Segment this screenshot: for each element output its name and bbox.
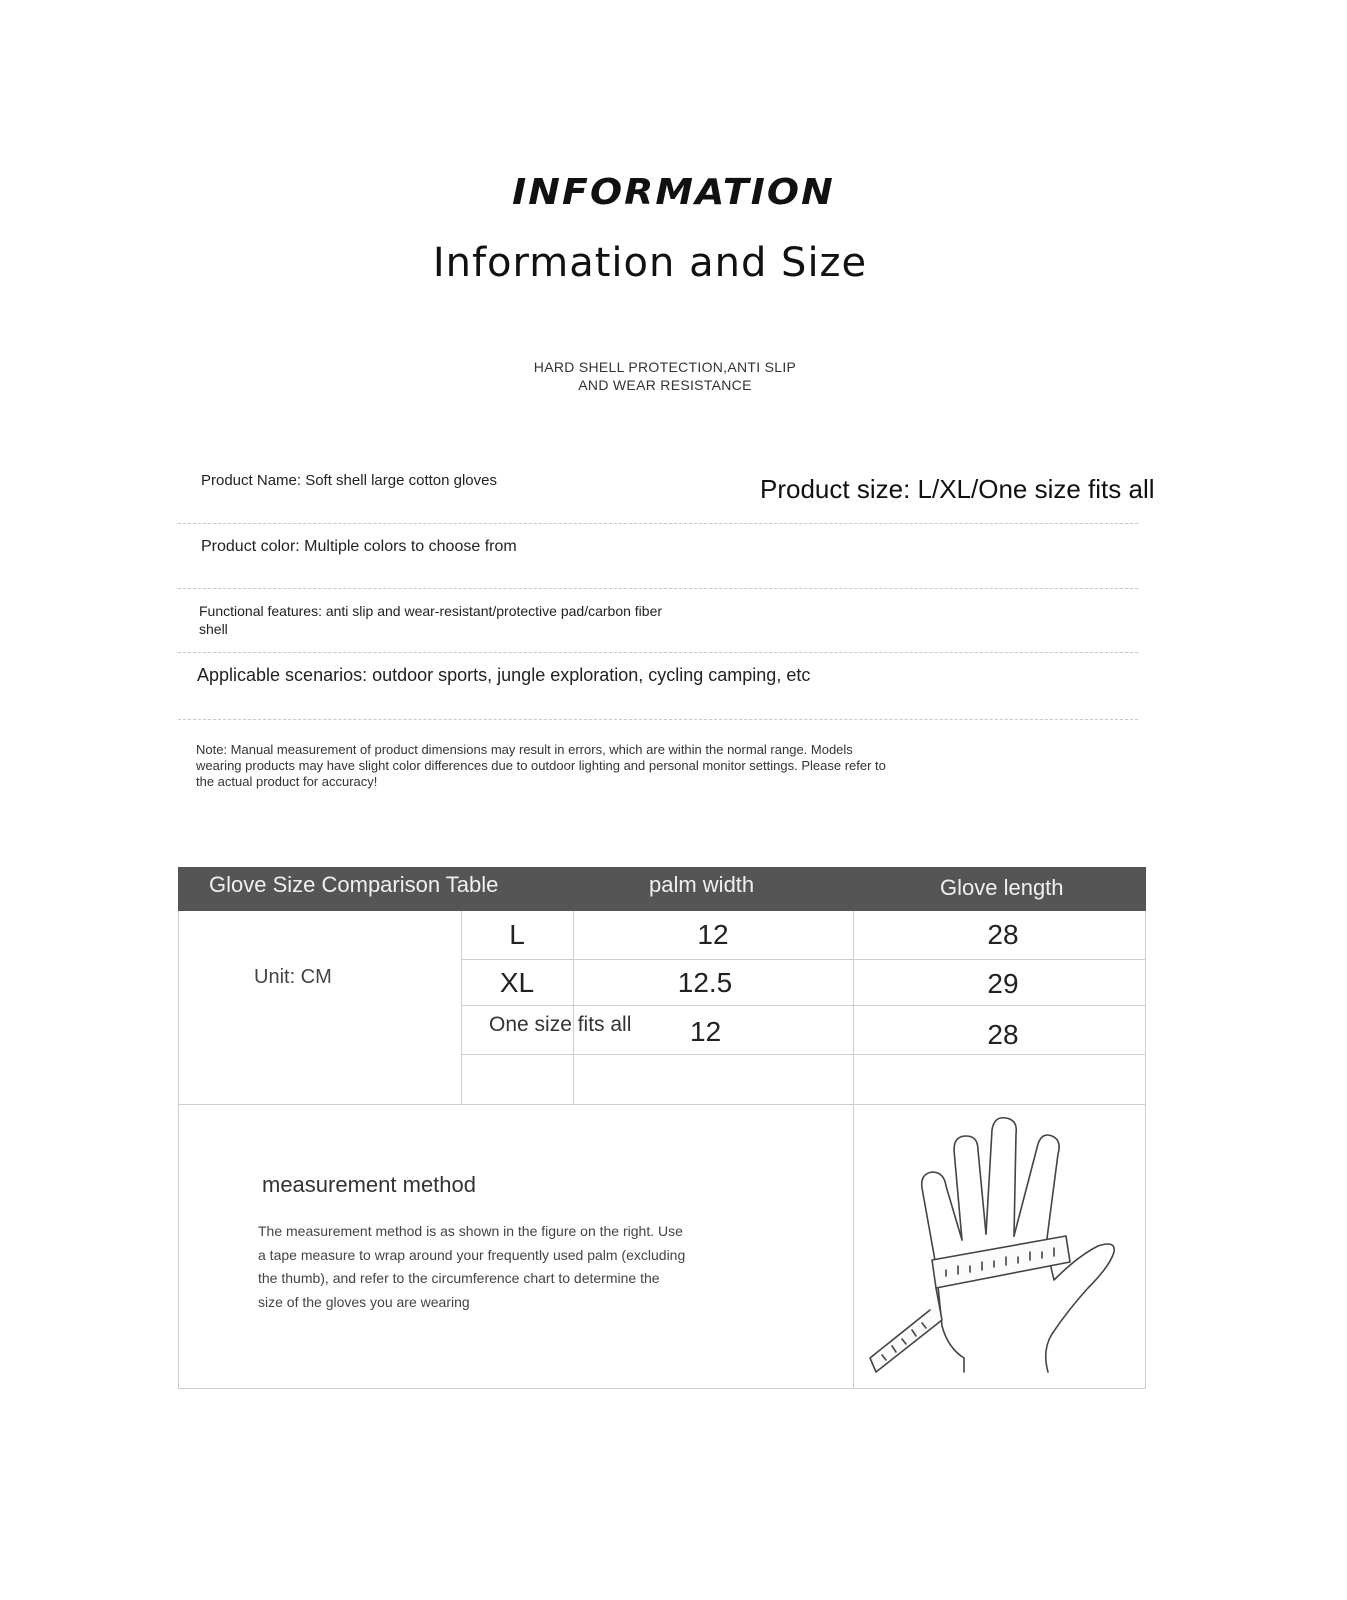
tagline [0,358,1330,394]
note-line-1: Note: Manual measurement of product dimensions may result in errors, which are within the normal range. Models [196,742,853,757]
measurement-line-3: the thumb), and refer to the circumference chart to determine the [258,1270,660,1286]
grid-line [178,1104,1146,1105]
grid-line [461,1054,1146,1055]
features-line-1: Functional features: anti slip and wear-resistant/protective pad/carbon fiber [199,603,663,619]
measurement-line-1: The measurement method is as shown in the figure on the right. Use [258,1223,683,1239]
product-name: Product Name: Soft shell large cotton gloves [201,472,497,489]
divider [178,588,1138,589]
divider [178,719,1138,720]
grid-line [461,1005,1146,1006]
col-header-glove-length: Glove length [940,875,1064,900]
measurement-description [258,1220,798,1314]
note [196,742,1116,790]
size-table-title: Glove Size Comparison Table [209,872,499,897]
glove-length-cell: 29 [987,968,1019,999]
col-header-palm-width: palm width [649,872,755,897]
page-title: Information and Size [432,240,868,286]
brand-title: INFORMATION [512,172,835,213]
functional-features [199,602,819,638]
glove-length-cell: 28 [987,1019,1019,1050]
note-line-2: wearing products may have slight color differences due to outdoor lighting and personal monitor settings. Please refer to [196,758,886,773]
palm-width-cell: 12 [690,1016,722,1047]
unit-label: Unit: CM [254,966,332,988]
note-line-3: the actual product for accuracy! [196,774,378,789]
measurement-line-4: size of the gloves you are wearing [258,1293,470,1310]
glove-length-cell: 28 [987,919,1019,950]
features-line-2: shell [199,621,228,637]
measurement-title: measurement method [262,1172,476,1197]
product-color: Product color: Multiple colors to choose from [201,538,517,555]
size-cell: L [509,919,525,950]
divider [178,652,1138,653]
divider [178,523,1138,524]
hand-measurement-icon [862,1110,1142,1382]
tagline-line-2: AND WEAR RESISTANCE [578,377,752,393]
product-size: Product size: L/XL/One size fits all [760,474,1155,504]
tagline-line-1: HARD SHELL PROTECTION,ANTI SLIP [533,359,797,375]
palm-width-cell: 12 [697,919,729,950]
size-cell: One size fits all [489,1013,632,1036]
palm-width-cell: 12.5 [677,967,733,998]
grid-line [461,959,1146,960]
applicable-scenarios: Applicable scenarios: outdoor sports, jungle exploration, cycling camping, etc [197,665,811,685]
size-cell: XL [499,967,535,998]
measurement-line-2: a tape measure to wrap around your frequently used palm (excluding [258,1246,686,1263]
